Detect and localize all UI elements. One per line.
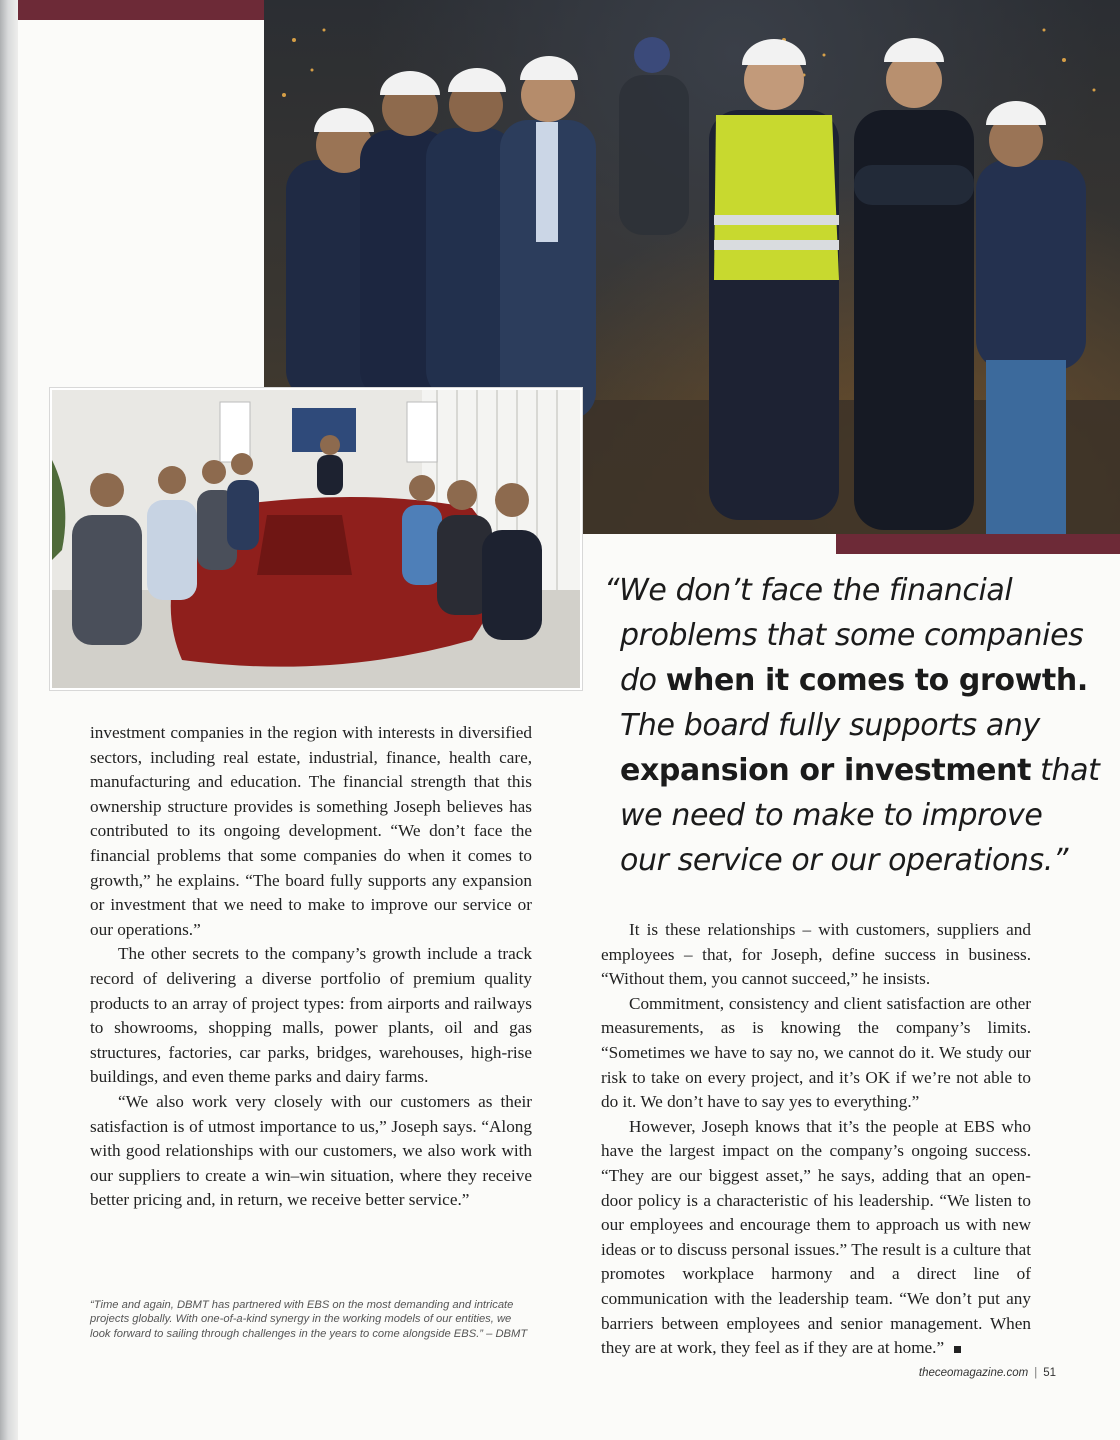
page-number: 51 — [1043, 1367, 1056, 1379]
accent-bar-side — [836, 534, 1120, 554]
pull-quote-emphasis: expansion or investment — [620, 753, 1032, 788]
pull-quote-line — [604, 793, 1104, 838]
pull-quote — [604, 568, 1104, 883]
pull-quote-line — [604, 568, 1104, 613]
accent-bar-top — [18, 0, 264, 20]
article-paragraph-final — [601, 1115, 1031, 1361]
article-paragraph: investment companies in the region with interests in diversified sectors, including real estate, industrial, finance, health care, manufacturing and education. The financial strength that this ownership structure provides is something Joseph believes has contributed to its ongoing development. “We don’t face the financial problems that some companies do when it comes to growth,” he explains. “The board fully supports any expansion or investment that we need to make to improve our service or our operations.” — [90, 723, 532, 939]
article-paragraph: It is these relationships – with customers, suppliers and employees – that, for Joseph, define success in business. “Without them, you cannot succeed,” he insists. — [601, 920, 1031, 989]
pull-quote-emphasis: when it comes to growth. — [665, 663, 1088, 698]
meeting-photo-illustration — [52, 390, 580, 688]
page-footer — [919, 1367, 1056, 1379]
article-paragraph: “We also work very closely with our customers as their satisfaction is of utmost importance to us,” Joseph says. “Along with good relationships with our customers, we also work with our suppliers to create a win–win situation, where they receive better pricing and, in return, we receive better service.” — [90, 1091, 532, 1210]
article-column-right — [601, 918, 1031, 1361]
pull-quote-line — [604, 838, 1104, 883]
pull-quote-line — [604, 703, 1104, 748]
article-column-left — [90, 721, 532, 1213]
footer-separator: | — [1034, 1367, 1038, 1379]
article-paragraph: Commitment, consistency and client satisfaction are other measurements, as is knowing the company’s limits. “Sometimes we have to say no, we cannot do it. We study our risk to take on every project, and it’s OK if we’re not able to do it. We don’t have to say yes to everything.” — [601, 993, 1031, 1112]
end-of-article-mark — [954, 1346, 961, 1353]
pull-quote-line — [604, 613, 1104, 658]
testimonial-caption: “Time and again, DBMT has partnered with EBS on the most demanding and intricate projects globally. With one-of-a-kind synergy in the working models of our entities, we look forward to sailing through challenges in the years to come alongside EBS.” – DBMT — [90, 1299, 528, 1340]
pull-quote-text: that — [1031, 753, 1100, 788]
pull-quote-text: The board fully supports any — [620, 708, 1040, 743]
pull-quote-line — [604, 658, 1104, 703]
meeting-photo-board — [50, 388, 582, 690]
pull-quote-text: we need to make to improve — [620, 798, 1043, 833]
article-paragraph: The other secrets to the company’s growth include a track record of delivering a diverse portfolio of premium quality products to an array of project types: from airports and railways to showrooms, shopping malls, power plants, oil and gas structures, factories, car parks, bridges, warehouses, high-rise buildings, and even theme parks and dairy farms. — [90, 944, 532, 1087]
pull-quote-line — [604, 748, 1104, 793]
pull-quote-text: “We don’t face the financial — [604, 573, 1013, 608]
page-spine-shadow — [0, 0, 18, 1440]
pull-quote-text: problems that some companies — [620, 618, 1084, 653]
pull-quote-text: our service or our operations.” — [620, 843, 1069, 878]
pull-quote-text: do — [620, 663, 666, 698]
article-paragraph-text: However, Joseph knows that it’s the people at EBS who have the largest impact on the company’s ongoing success. “They are our biggest asset,” he says, adding that an open-door policy is a characteristic of his leadership. “We listen to our employees and encourage them to approach us with new ideas or to discuss personal issues.” The result is a culture that promotes workplace harmony and a direct line of communication with the leadership team. “We don’t put any barriers between employees and senior management. When they are at work, they feel as if they are at home.” — [601, 1116, 1031, 1358]
footer-site: theceomagazine.com — [918, 1367, 1029, 1379]
